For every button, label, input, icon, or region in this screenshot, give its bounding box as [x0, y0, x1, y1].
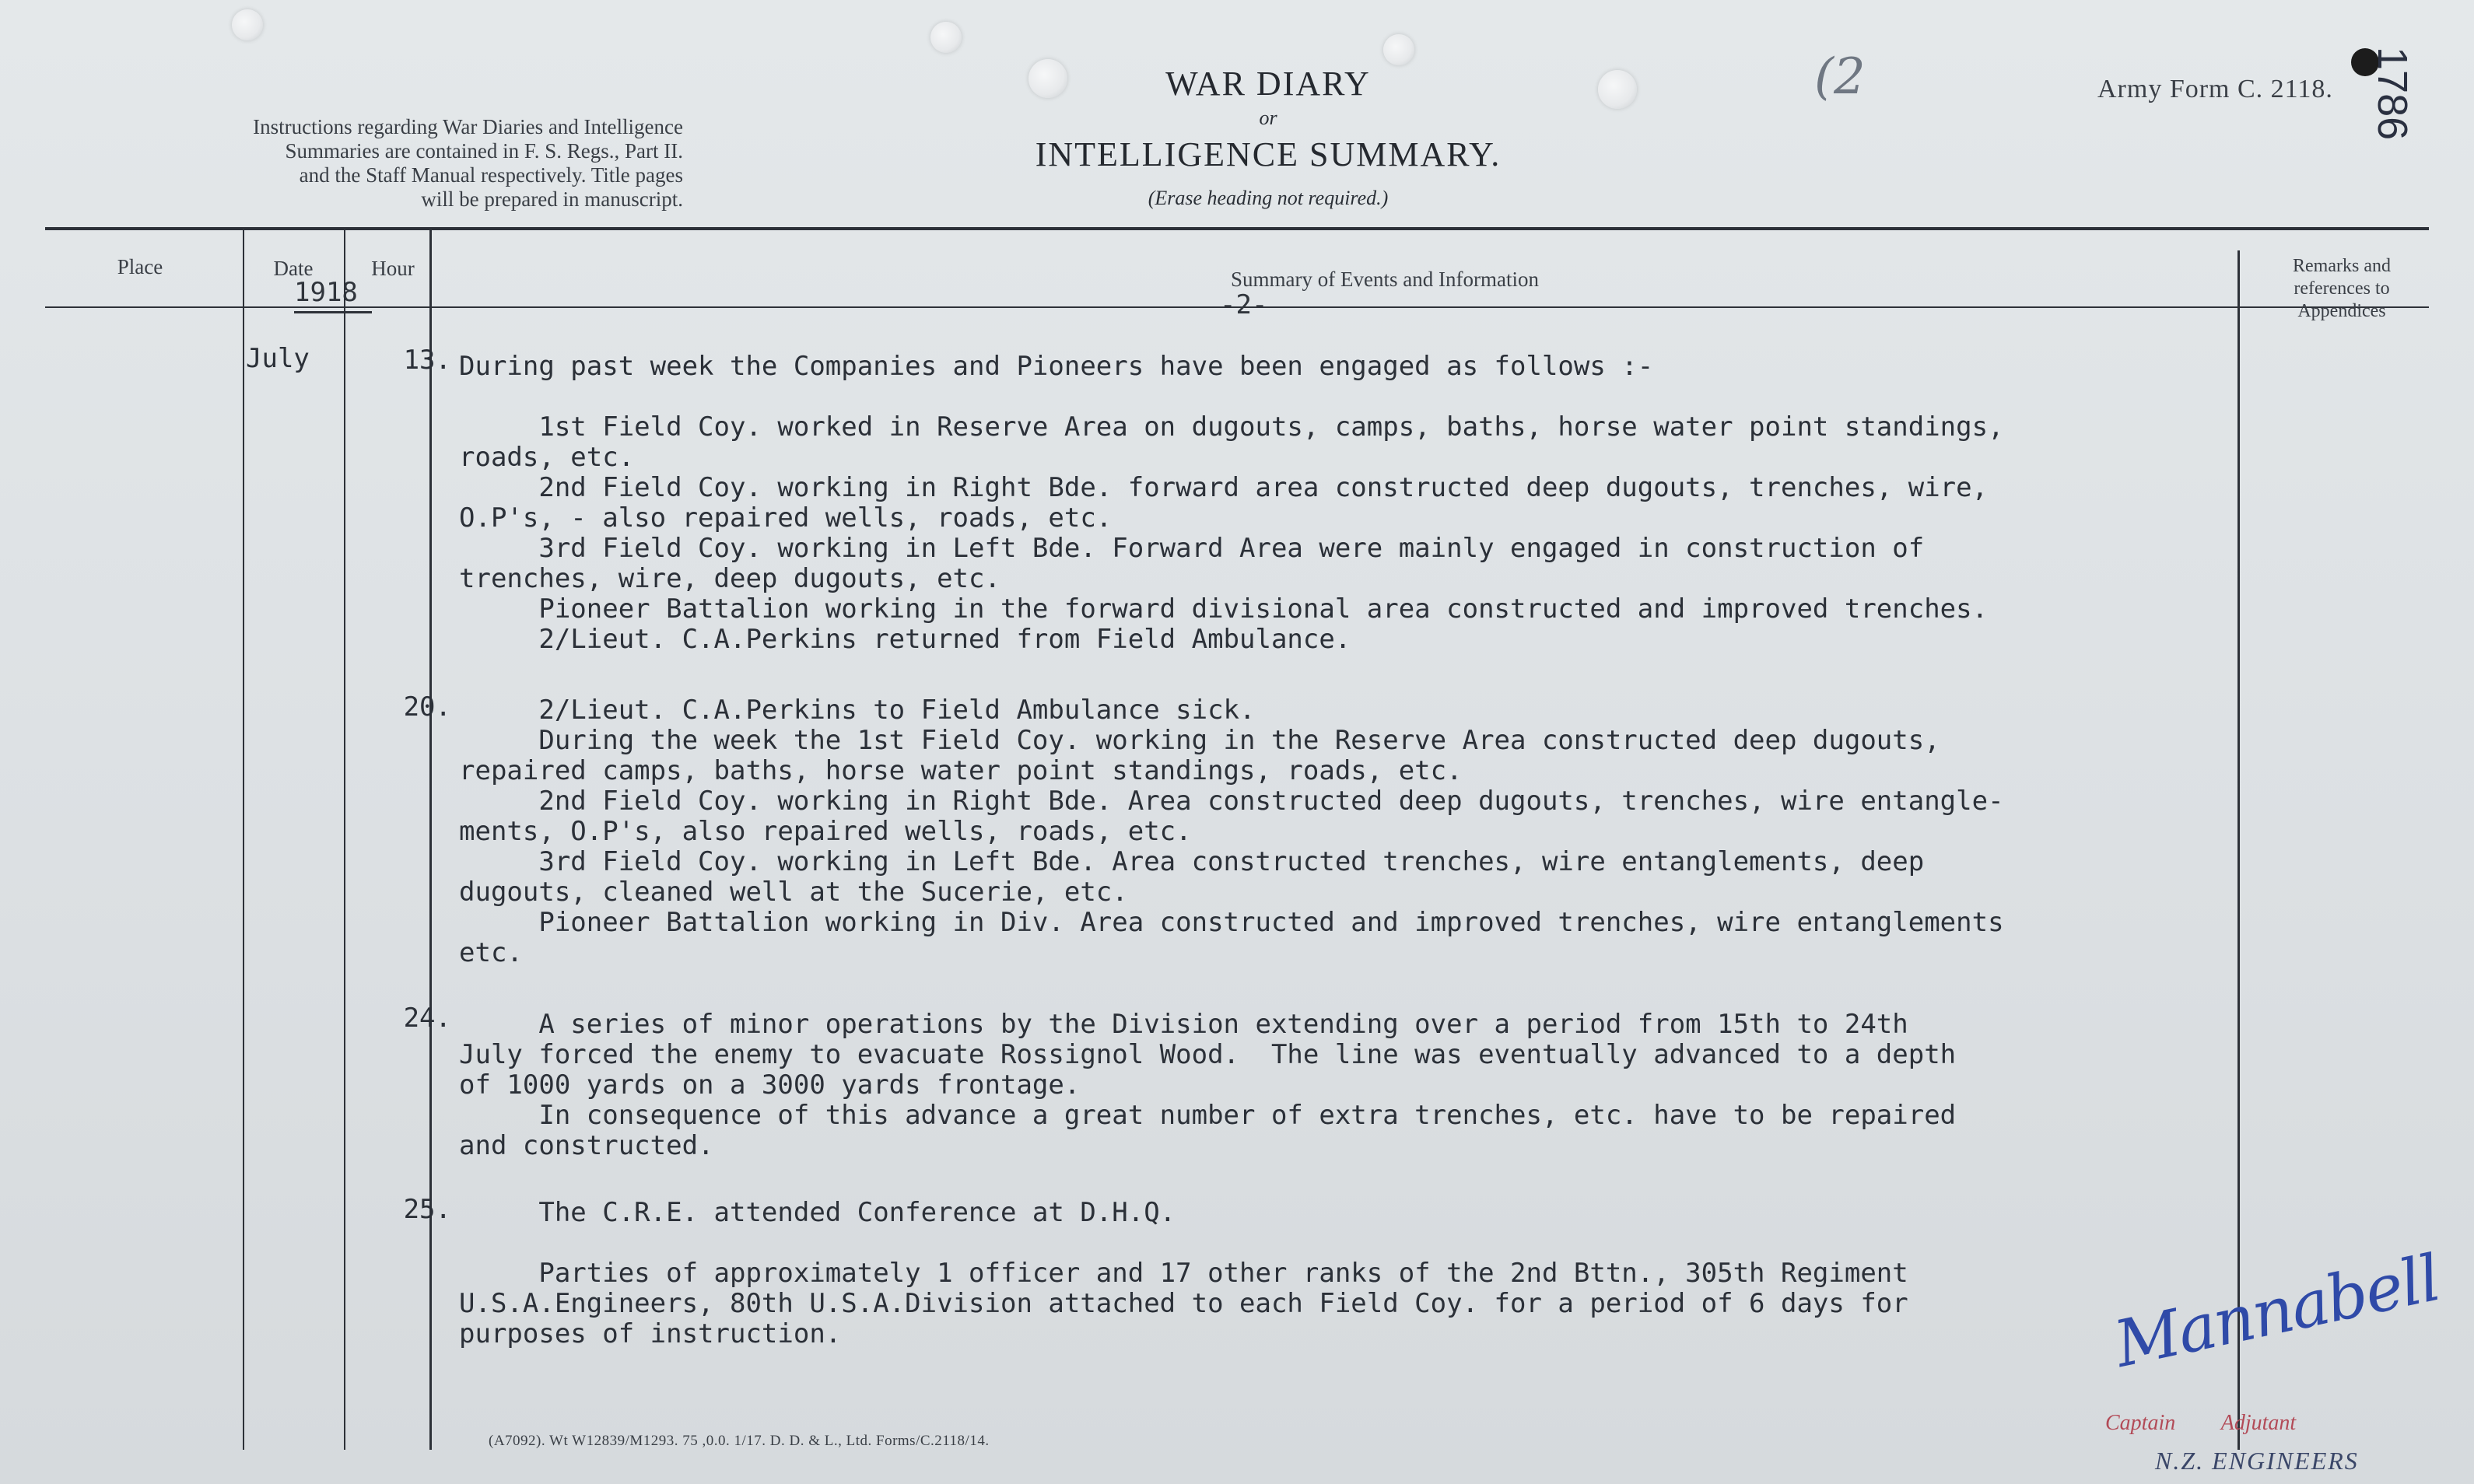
entry-line: Pioneer Battalion working in Div. Area constructed and improved trenches, wire entanglements [459, 907, 2004, 938]
diary-entry [459, 352, 2241, 655]
col-header-place: Place [117, 255, 163, 278]
entry-line: Pioneer Battalion working in the forward divisional area constructed and improved trenches. [459, 593, 1989, 625]
title-war-diary: WAR DIARY [1165, 65, 1371, 103]
entry-line: of 1000 yards on a 3000 yards frontage. [459, 1069, 1081, 1101]
entry-line: In consequence of this advance a great number of extra trenches, etc. have to be repaired [459, 1100, 1957, 1131]
title-or: or [1259, 107, 1277, 129]
entry-line: ments, O.P's, also repaired wells, roads, etc. [459, 816, 1192, 847]
entry-line: Parties of approximately 1 officer and 17 other ranks of the 2nd Bttn., 305th Regiment [459, 1258, 1908, 1289]
signature: Mannabell [2108, 1241, 2446, 1382]
entry-line: During past week the Companies and Pioneers have been engaged as follows :- [459, 351, 1654, 382]
entry-line [459, 1228, 2241, 1258]
punch-hole [1598, 70, 1637, 109]
diary-entry [459, 1198, 2241, 1349]
instructions-note: Instructions regarding War Diaries and Intelligence Summaries are contained in F. S. Regs., Part II. and the Staff Manual respectively. Title pages will be prepared in manuscript. [253, 115, 683, 211]
entry-line: roads, etc. [459, 442, 635, 473]
entry-line: 2/Lieut. C.A.Perkins to Field Ambulance sick. [459, 695, 1256, 726]
entry-line: 1st Field Coy. worked in Reserve Area on dugouts, camps, baths, horse water point standings, [459, 411, 2004, 443]
entry-line: purposes of instruction. [459, 1318, 842, 1349]
table-top-rule [45, 227, 2429, 230]
entry-line: The C.R.E. attended Conference at D.H.Q. [459, 1197, 1176, 1228]
col-divider-hour [429, 229, 432, 1450]
pencil-mark: (2 [1814, 48, 1866, 106]
entry-line: O.P's, - also repaired wells, roads, etc. [459, 502, 1113, 534]
entry-line: July forced the enemy to evacuate Rossignol Wood. The line was eventually advanced to a depth [459, 1039, 1957, 1070]
diary-entry [459, 1010, 2241, 1161]
stamp-rank: Captain Adjutant [2105, 1411, 2297, 1435]
entry-line: repaired camps, baths, horse water point standings, roads, etc. [459, 755, 1463, 786]
punch-hole [232, 9, 263, 40]
year-underline [294, 311, 372, 313]
form-print-code: (A7092). Wt W12839/M1293. 75 ,0.0. 1/17. D. D. & L., Ltd. Forms/C.2118/14. [489, 1433, 990, 1449]
entry-line: U.S.A.Engineers, 80th U.S.A.Division attached to each Field Coy. for a period of 6 days for [459, 1288, 1908, 1319]
entry-line: 3rd Field Coy. working in Left Bde. Forward Area were mainly engaged in construction of [459, 533, 1925, 564]
entry-line: trenches, wire, deep dugouts, etc. [459, 563, 1000, 594]
col-divider-date [344, 229, 345, 1450]
title-block [934, 64, 1603, 210]
col-header-remarks: Remarks and references to Appendices [2293, 256, 2391, 321]
army-form-number: Army Form C. 2118. [2097, 75, 2333, 103]
col-divider-place [243, 229, 244, 1450]
entry-date: 24. [403, 1003, 451, 1034]
folio-number: 1786 [2369, 47, 2416, 141]
entry-date: 20. [403, 691, 451, 723]
erase-note: (Erase heading not required.) [1148, 187, 1389, 209]
entry-line [459, 382, 2241, 412]
stamp-unit: N.Z. ENGINEERS [2155, 1447, 2359, 1475]
month-label: July [246, 343, 310, 374]
year-value: 1918 [294, 277, 358, 308]
diary-entry [459, 695, 2241, 968]
entry-line: During the week the 1st Field Coy. working in the Reserve Area constructed deep dugouts, [459, 725, 1940, 756]
col-header-hour: Hour [371, 257, 415, 280]
entry-line: 2nd Field Coy. working in Right Bde. Area constructed deep dugouts, trenches, wire entangle- [459, 786, 2004, 817]
entry-line: 2/Lieut. C.A.Perkins returned from Field Ambulance. [459, 624, 1351, 655]
title-intelligence-summary: INTELLIGENCE SUMMARY. [1035, 135, 1502, 173]
punch-hole [1383, 34, 1414, 65]
entry-date: 13. [403, 345, 451, 376]
entry-line: 2nd Field Coy. working in Right Bde. forward area constructed deep dugouts, trenches, wire, [459, 472, 1989, 503]
entry-line: 3rd Field Coy. working in Left Bde. Area constructed trenches, wire entanglements, deep [459, 846, 1925, 877]
entry-line: A series of minor operations by the Division extending over a period from 15th to 24th [459, 1009, 1908, 1040]
entry-line: etc. [459, 937, 523, 968]
entry-line: and constructed. [459, 1130, 714, 1161]
punch-hole [930, 22, 962, 53]
entry-date: 25. [403, 1194, 451, 1225]
page-number: -2- [1220, 289, 1268, 320]
entry-line: dugouts, cleaned well at the Sucerie, etc. [459, 877, 1128, 908]
col-header-summary: Summary of Events and Information [1231, 268, 1539, 291]
col-header-date: Date [273, 257, 314, 280]
